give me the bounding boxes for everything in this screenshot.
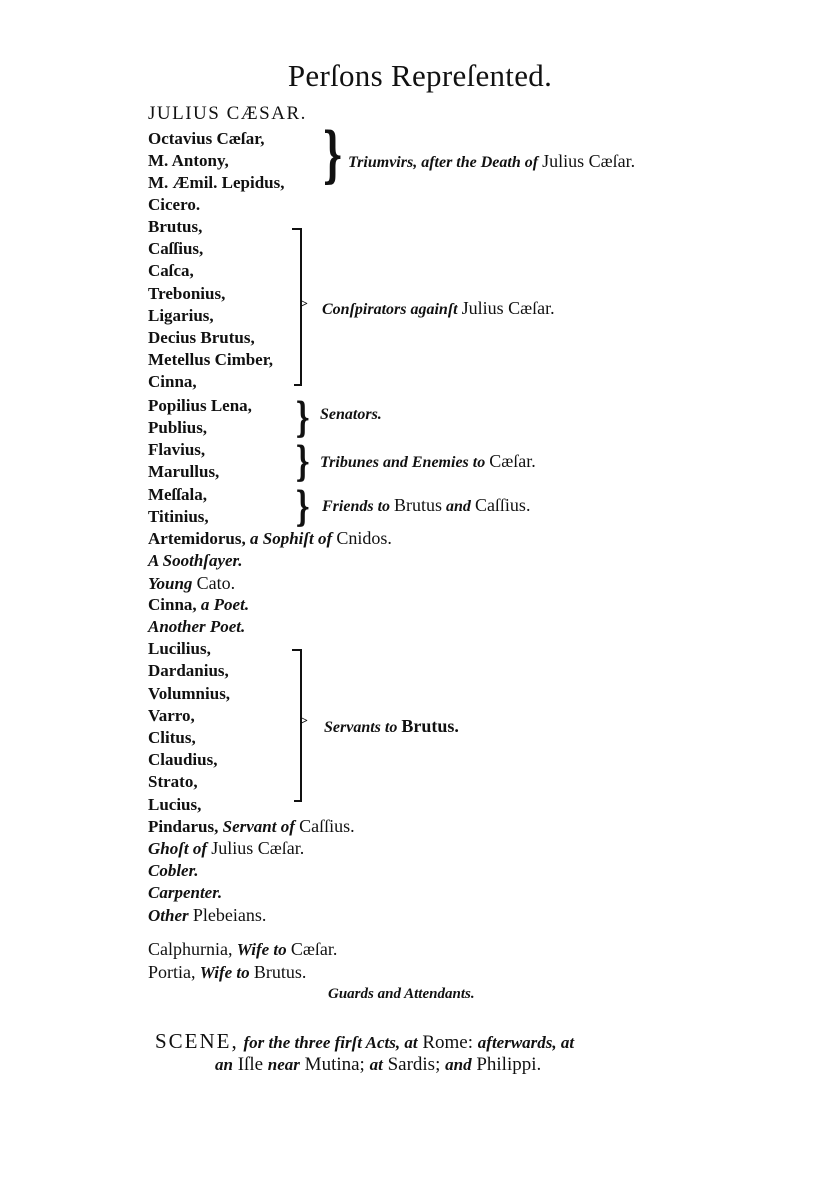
conspirators-bracket-point: > bbox=[300, 297, 308, 312]
person-portia: Portia, Wife to Brutus. bbox=[148, 962, 307, 982]
person-decius-brutus: Decius Brutus, bbox=[148, 328, 255, 347]
tribunes-description: Tribunes and Enemies to Cæſar. bbox=[320, 451, 536, 471]
person-lepidus: M. Æmil. Lepidus, bbox=[148, 173, 285, 192]
tribunes-brace: } bbox=[295, 438, 311, 485]
person-young-cato: Young Cato. bbox=[148, 573, 236, 593]
person-volumnius: Volumnius, bbox=[148, 684, 231, 703]
person-varro: Varro, bbox=[148, 706, 195, 725]
person-artemidorus: Artemidorus, a Sophiſt of Cnidos. bbox=[148, 528, 392, 548]
person-cobler: Cobler. bbox=[148, 861, 199, 880]
person-cicero: Cicero. bbox=[148, 195, 201, 214]
triumvirs-description: Triumvirs, after the Death of Julius Cæſar. bbox=[348, 151, 636, 171]
person-pindarus: Pindarus, Servant of Caſſius. bbox=[148, 816, 355, 836]
person-cinna-poet: Cinna, a Poet. bbox=[148, 595, 250, 614]
person-casca: Caſca, bbox=[148, 261, 194, 280]
person-another-poet: Another Poet. bbox=[148, 617, 246, 636]
person-flavius: Flavius, bbox=[148, 440, 206, 459]
triumvirs-brace: } bbox=[322, 120, 344, 190]
person-calphurnia: Calphurnia, Wife to Cæſar. bbox=[148, 939, 338, 959]
person-titinius: Titinius, bbox=[148, 507, 209, 526]
person-claudius: Claudius, bbox=[148, 750, 218, 769]
friends-brace: } bbox=[295, 483, 311, 530]
person-strato: Strato, bbox=[148, 772, 198, 791]
person-popilius-lena: Popilius Lena, bbox=[148, 396, 252, 415]
person-trebonius: Trebonius, bbox=[148, 284, 226, 303]
person-publius: Publius, bbox=[148, 418, 208, 437]
senators-brace: } bbox=[295, 394, 311, 441]
person-metellus-cimber: Metellus Cimber, bbox=[148, 350, 273, 369]
servants-description: Servants to Brutus. bbox=[324, 716, 459, 736]
person-brutus: Brutus, bbox=[148, 217, 203, 236]
senators-description: Senators. bbox=[320, 406, 382, 423]
person-ghost: Ghoſt of Julius Cæſar. bbox=[148, 838, 305, 858]
person-cassius: Caſſius, bbox=[148, 239, 204, 258]
person-other-plebeians: Other Plebeians. bbox=[148, 905, 267, 925]
person-julius-caesar: JULIUS CÆSAR. bbox=[148, 103, 307, 124]
servants-bracket-point: > bbox=[300, 714, 308, 729]
person-antony: M. Antony, bbox=[148, 151, 229, 170]
guards-and-attendants: Guards and Attendants. bbox=[328, 986, 475, 1002]
conspirators-description: Conſpirators againſt Julius Cæſar. bbox=[322, 298, 555, 318]
scene-line-2: an Iſle near Mutina; at Sardis; and Philippi. bbox=[215, 1054, 542, 1075]
person-ligarius: Ligarius, bbox=[148, 306, 214, 325]
person-soothsayer: A Soothſayer. bbox=[148, 551, 243, 570]
person-octavius: Octavius Cæſar, bbox=[148, 129, 265, 148]
friends-description: Friends to Brutus and Caſſius. bbox=[322, 495, 531, 515]
person-cinna: Cinna, bbox=[148, 372, 197, 391]
person-dardanius: Dardanius, bbox=[148, 661, 229, 680]
person-lucilius: Lucilius, bbox=[148, 639, 211, 658]
scene-line-1: SCENE, for the three firſt Acts, at Rome: afterwards, at bbox=[155, 1029, 575, 1053]
page-title: Perſons Repreſented. bbox=[287, 58, 553, 93]
person-lucius: Lucius, bbox=[148, 795, 202, 814]
person-marullus: Marullus, bbox=[148, 462, 220, 481]
person-messala: Meſſala, bbox=[148, 485, 208, 504]
person-carpenter: Carpenter. bbox=[148, 883, 223, 902]
person-clitus: Clitus, bbox=[148, 728, 196, 747]
